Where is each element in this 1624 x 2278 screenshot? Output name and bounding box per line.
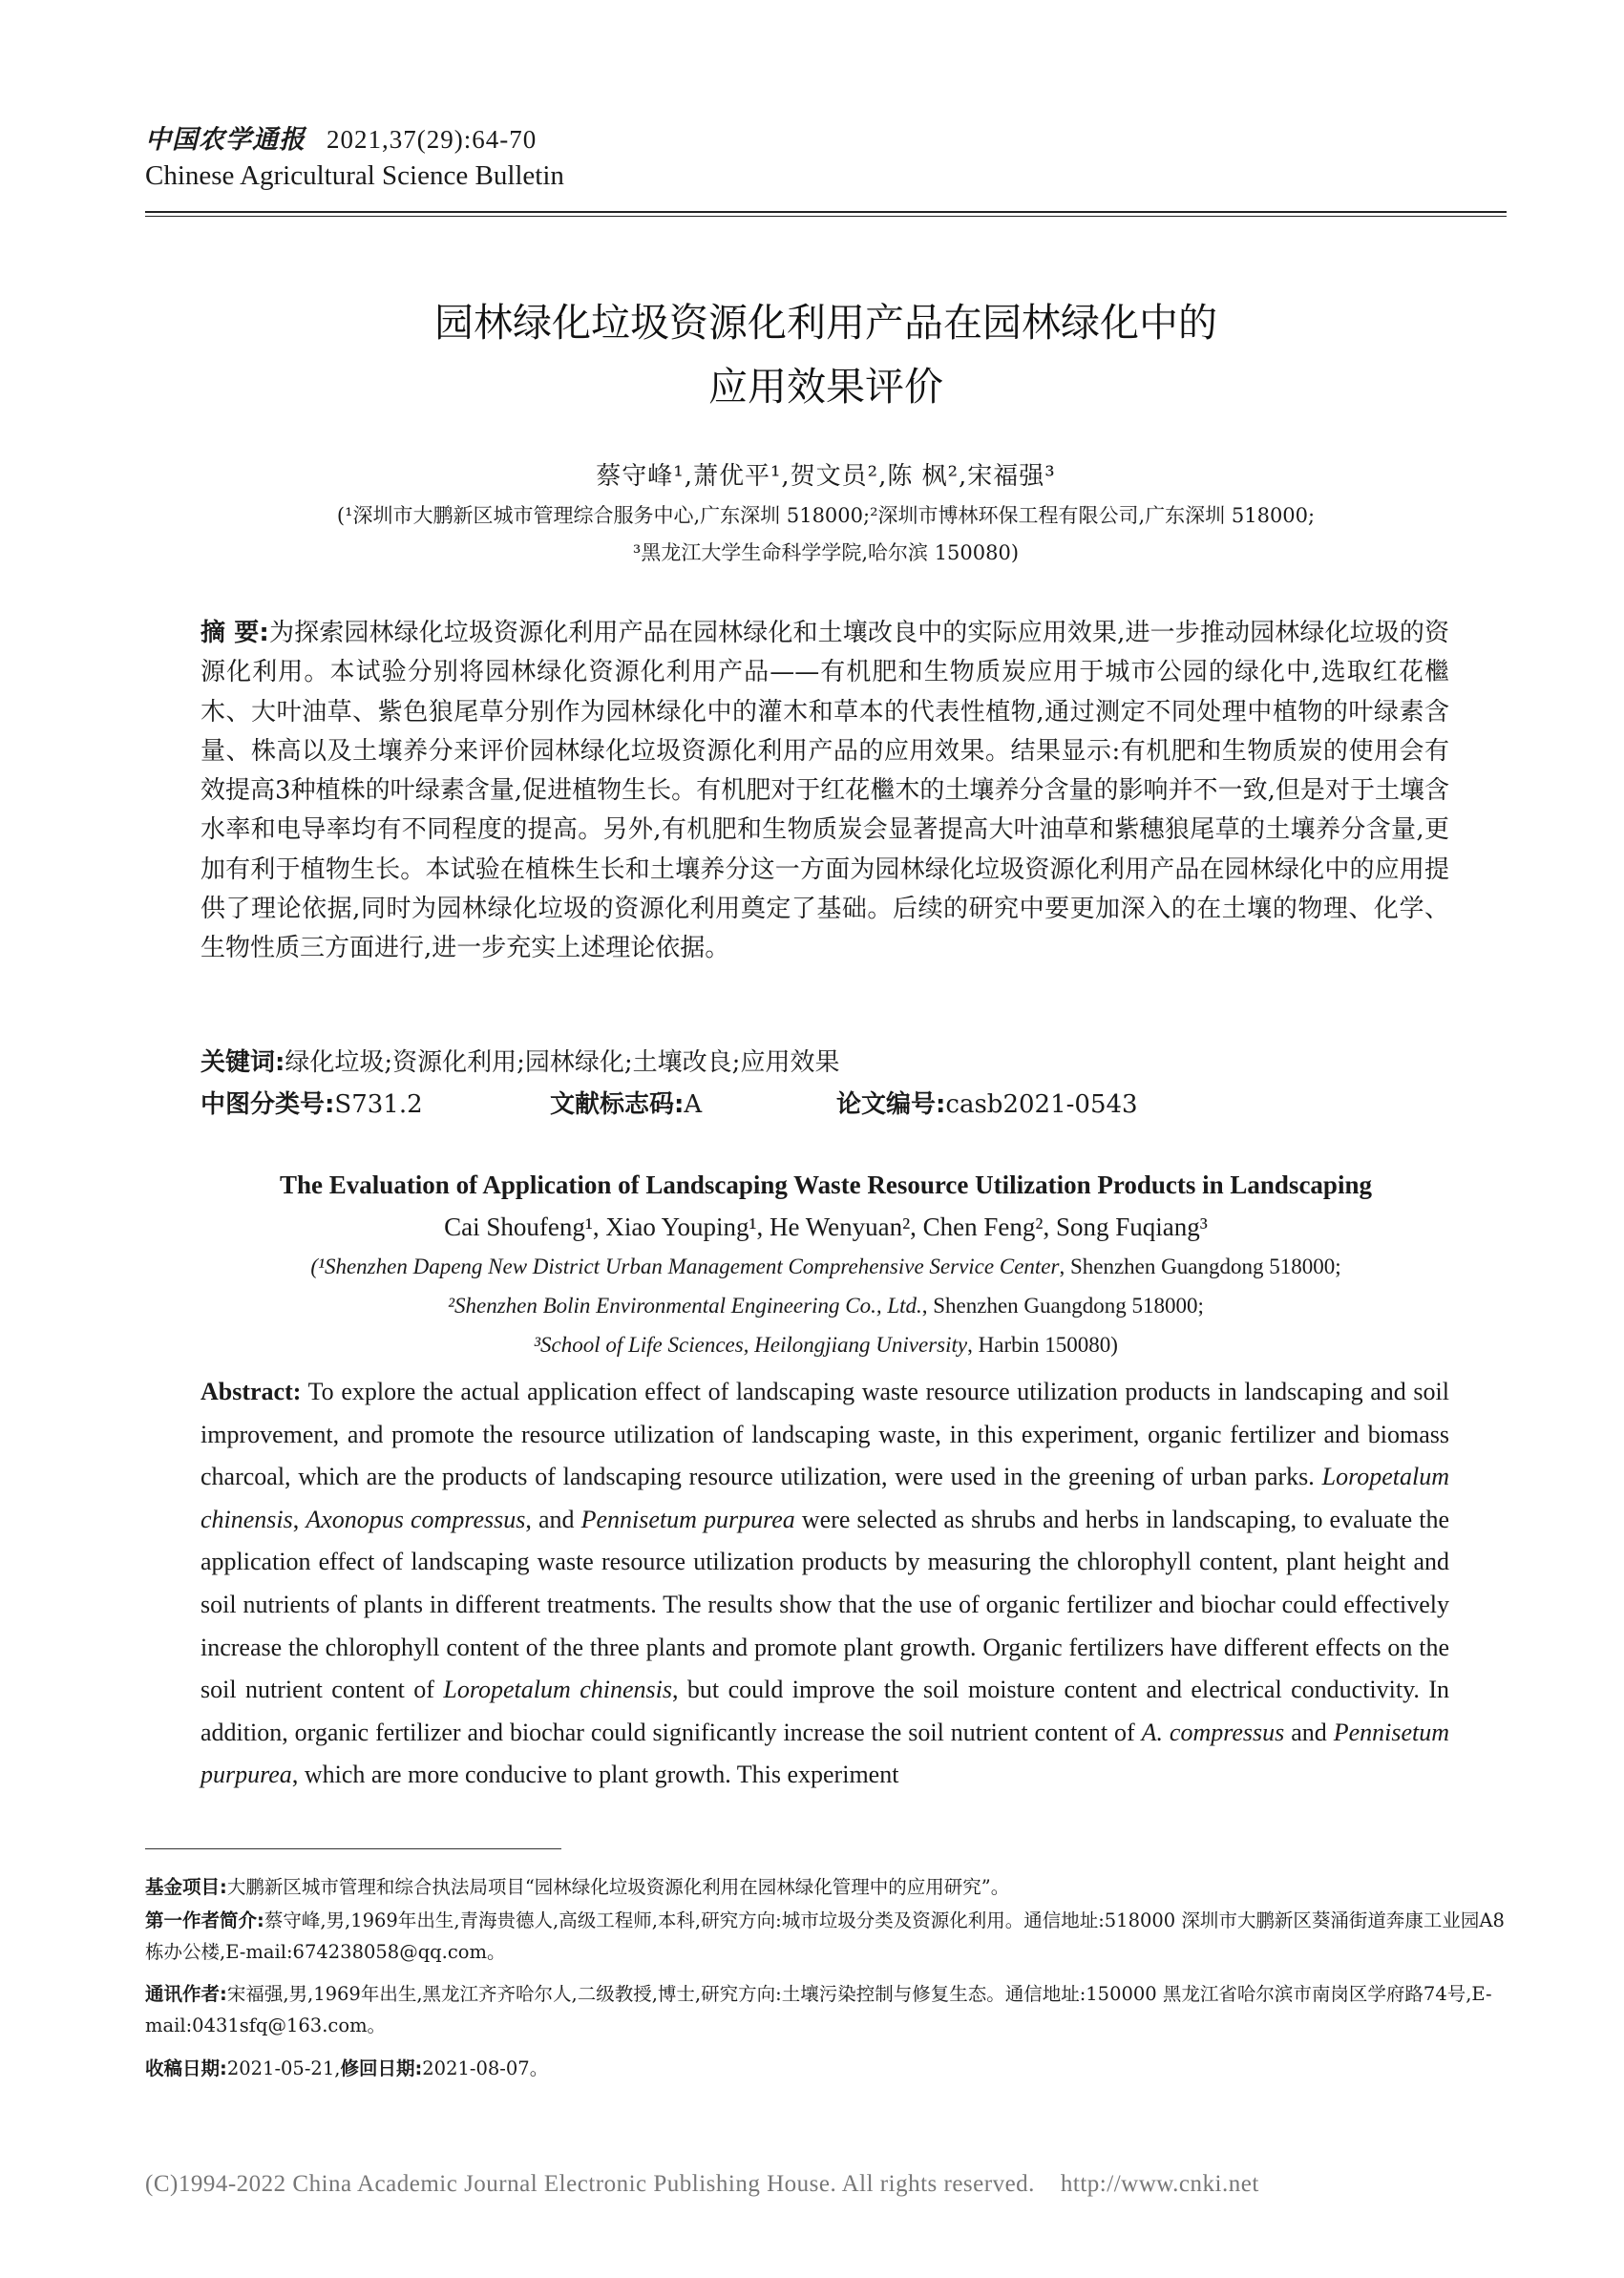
affiliation-en-1 xyxy=(145,1255,1507,1279)
affiliation-en-1-location: , Shenzhen Guangdong 518000; xyxy=(1059,1255,1341,1278)
abstract-en-text: , but could improve the soil moisture content and electrical conductivity. In addition, organic fertilizer and biochar could significantly increase the soil nutrient content of xyxy=(200,1676,1450,1746)
authors-en: Cai Shoufeng¹, Xiao Youping¹, He Wenyuan², Chen Feng², Song Fuqiang³ xyxy=(444,1213,1208,1241)
species-name: Axonopus compressus xyxy=(306,1505,526,1533)
affiliation-en-1-name: (¹Shenzhen Dapeng New District Urban Management Comprehensive Service Center xyxy=(310,1255,1060,1278)
affiliation-en-3 xyxy=(145,1333,1507,1358)
journal-name-cn: 中国农学通报 xyxy=(145,125,306,155)
footnote-fund-label: 基金项目: xyxy=(145,1876,227,1898)
footnote-dates xyxy=(145,2053,1507,2084)
species-name: Pennisetum purpurea xyxy=(200,1718,1449,1789)
affiliation-en-2 xyxy=(145,1294,1507,1318)
document-code-label: 文献标志码: xyxy=(550,1090,685,1119)
paper-number-label: 论文编号: xyxy=(836,1090,946,1119)
footnote-revised-date: 2021-08-07。 xyxy=(422,2057,549,2079)
footnote-first-author xyxy=(145,1905,1507,1968)
abstract-cn-text: 为探索园林绿化垃圾资源化利用产品在园林绿化和土壤改良中的实际应用效果,进一步推动园林绿化垃圾的资源化利用。本试验分别将园林绿化资源化利用产品——有机肥和生物质炭应用于城市公园的绿化中,选取红花檵木、大叶油草、紫色狼尾草分别作为园林绿化中的灌木和草本的代表性植物,通过测定不同处理中植物的叶绿素含量、株高以及土壤养分来评价园林绿化垃圾资源化利用产品的应用效果。结果显示:有机肥和生物质炭的使用会有效提高3种植株的叶绿素含量,促进植物生长。有机肥对于红花檵木的土壤养分含量的影响并不一致,但是对于土壤含水率和电导率均有不同程度的提高。另外,有机肥和生物质炭会显著提高大叶油草和紫穗狼尾草的土壤养分含量,更加有利于植物生长。本试验在植株生长和土壤养分这一方面为园林绿化垃圾资源化利用产品在园林绿化中的应用提供了理论依据,同时为园林绿化垃圾的资源化利用奠定了基础。后续的研究中要更加深入的在土壤的物理、化学、生物性质三方面进行,进一步充实上述理论依据。 xyxy=(200,619,1449,963)
footnote-received-label: 收稿日期: xyxy=(145,2057,227,2079)
copyright-line: (C)1994-2022 China Academic Journal Electronic Publishing House. All rights reserved. http://www.cnki.net xyxy=(145,2171,1259,2197)
footnote-corresponding-text: 宋福强,男,1969年出生,黑龙江齐齐哈尔人,二级教授,博士,研究方向:土壤污染控制与修复生态。通信地址:150000 黑龙江省哈尔滨市南岗区学府路74号,E-mail:0431sfq@163.com。 xyxy=(145,1983,1492,2036)
paper-title-en: The Evaluation of Application of Landscaping Waste Resource Utilization Products in Landscaping xyxy=(280,1171,1372,1199)
footnote-corresponding-author xyxy=(145,1978,1507,2041)
footnote-rule xyxy=(145,1848,561,1849)
journal-header xyxy=(145,118,537,156)
paper-number xyxy=(836,1085,1138,1120)
paper-number-value: casb2021-0543 xyxy=(945,1090,1138,1119)
abstract-cn-label: 摘 要: xyxy=(200,619,269,647)
keywords-cn-text: 绿化垃圾;资源化利用;园林绿化;土壤改良;应用效果 xyxy=(285,1048,840,1077)
footnote-revised-label: 修回日期: xyxy=(340,2057,423,2079)
affiliation-en-2-location: , Shenzhen Guangdong 518000; xyxy=(921,1294,1204,1318)
abstract-en-text: , xyxy=(292,1505,306,1533)
authors-cn: 蔡守峰¹,萧优平¹,贺文员²,陈 枫²,宋福强³ xyxy=(596,462,1056,491)
footnote-fund xyxy=(145,1871,1507,1903)
clc-label: 中图分类号: xyxy=(200,1090,335,1119)
keywords-cn-label: 关键词: xyxy=(200,1048,285,1077)
header-rule-thick xyxy=(145,211,1507,213)
footnote-corresponding-label: 通讯作者: xyxy=(145,1983,227,2005)
abstract-en-text: and xyxy=(1284,1718,1334,1746)
header-rule-thin xyxy=(145,216,1507,217)
abstract-en-text: were selected as shrubs and herbs in landscaping, to evaluate the application effect of landscaping waste resource utilization products by measuring the chlorophyll content, plant height and soil nutrients of plants in different treatments. The results show that the use of organic fertilizer and biochar could effectively increase the chlorophyll content of the three plants and promote plant growth. Organic fertilizers have different effects on the soil nutrient content of xyxy=(200,1505,1449,1704)
footnote-received-date: 2021-05-21, xyxy=(226,2057,341,2079)
footnote-first-author-text: 蔡守峰,男,1969年出生,青海贵德人,高级工程师,本科,研究方向:城市垃圾分类及资源化利用。通信地址:518000 深圳市大鹏新区葵涌街道奔康工业园A8栋办公楼,E-mail:674238058@qq.com。 xyxy=(145,1909,1505,1963)
abstract-cn xyxy=(200,614,1449,969)
abstract-en-text: , which are more conducive to plant growth. This experiment xyxy=(291,1761,899,1789)
clc-number xyxy=(200,1085,423,1120)
clc-value: S731.2 xyxy=(334,1090,423,1119)
affiliation-en-3-location: , Harbin 150080) xyxy=(967,1333,1118,1357)
species-name: Loropetalum chinensis xyxy=(443,1676,672,1704)
species-name: A. compressus xyxy=(1141,1718,1285,1746)
affiliation-en-3-name: ³School of Life Sciences, Heilongjiang University xyxy=(534,1333,968,1357)
paper-title-cn-line1: 园林绿化垃圾资源化利用产品在园林绿化中的 xyxy=(434,300,1217,346)
abstract-en-label: Abstract: xyxy=(200,1378,302,1405)
journal-citation: 2021,37(29):64-70 xyxy=(327,125,538,154)
document-code xyxy=(550,1085,702,1120)
abstract-en-text: To explore the actual application effect of landscaping waste resource utilization products in landscaping and soil improvement, and promote the resource utilization of landscaping waste, in this experiment, organic fertilizer and biomass charcoal, which are the products of landscaping resource utilization, were used in the greening of urban parks. xyxy=(200,1378,1449,1491)
paper-title-cn-line2: 应用效果评价 xyxy=(708,364,943,410)
document-code-value: A xyxy=(684,1090,703,1119)
affiliations-cn-line1: (¹深圳市大鹏新区城市管理综合服务中心,广东深圳 518000;²深圳市博林环保工程有限公司,广东深圳 518000; xyxy=(336,504,1316,527)
species-name: Loropetalum chinensis xyxy=(200,1463,1449,1533)
abstract-en xyxy=(200,1371,1449,1797)
abstract-en-text: , and xyxy=(525,1505,581,1533)
affiliation-en-2-name: ²Shenzhen Bolin Environmental Engineering Co., Ltd. xyxy=(448,1294,922,1318)
footnote-first-author-label: 第一作者简介: xyxy=(145,1909,264,1931)
journal-name-en: Chinese Agricultural Science Bulletin xyxy=(145,160,564,191)
footnote-fund-text: 大鹏新区城市管理和综合执法局项目“园林绿化垃圾资源化利用在园林绿化管理中的应用研究”。 xyxy=(226,1876,1010,1898)
keywords-cn xyxy=(200,1043,839,1078)
species-name: Pennisetum purpurea xyxy=(580,1505,795,1533)
classification-row xyxy=(200,1085,1449,1123)
affiliations-cn-line2: ³黑龙江大学生命科学学院,哈尔滨 150080) xyxy=(632,541,1020,564)
